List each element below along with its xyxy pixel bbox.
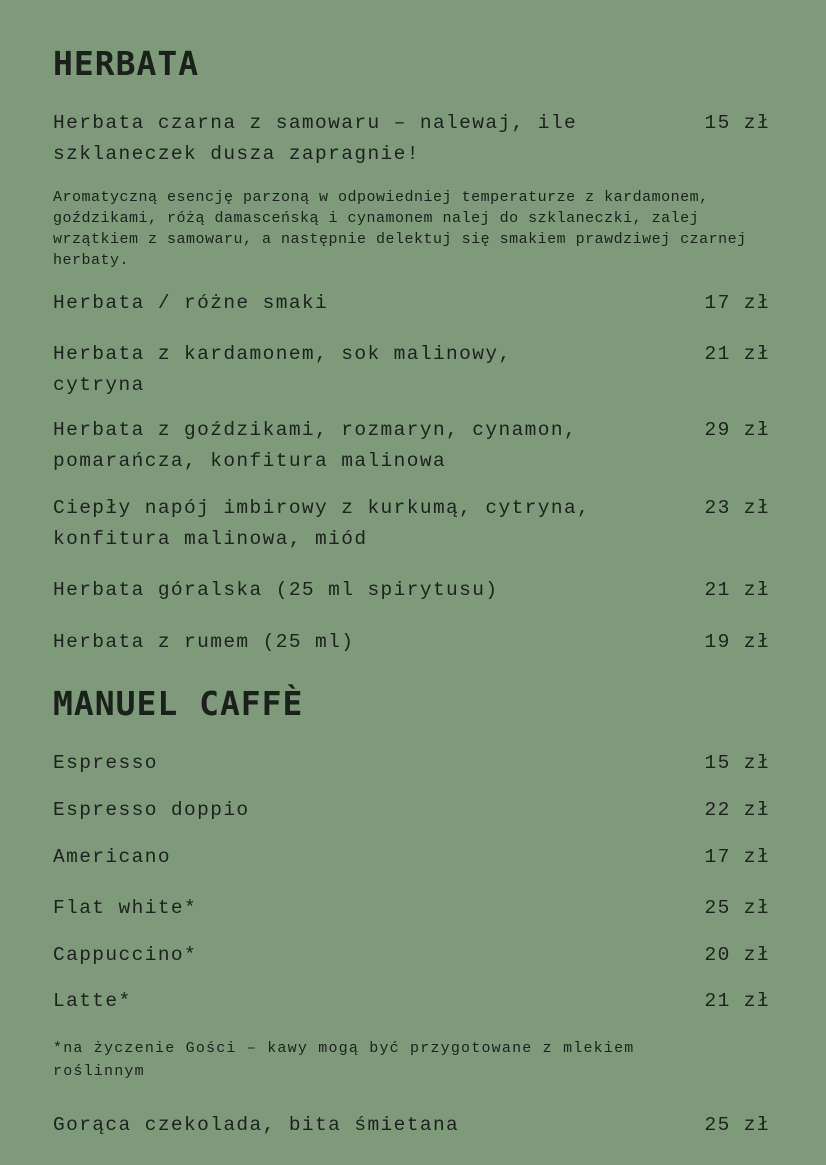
menu-item (53, 493, 770, 555)
item-price: 21 zł (704, 343, 770, 365)
item-price: 17 zł (704, 292, 770, 314)
item-description: Aromatyczną esencję parzoną w odpowiedniej temperaturze z kardamonem, goździkami, różą damasceńską i cynamonem nalej do szklaneczki, zalej wrzątkiem z samowaru, a następnie delektuj się smakiem prawdziwej czarnej herbaty. (53, 189, 747, 269)
item-price: 19 zł (704, 631, 770, 653)
menu-item (53, 940, 770, 971)
menu-item (53, 986, 770, 1017)
item-name: Herbata z kardamonem, sok malinowy, cytryna (53, 343, 512, 396)
menu-item (53, 893, 770, 924)
item-name: Cappuccino* (53, 944, 198, 966)
menu-item (53, 415, 770, 477)
item-price: 20 zł (704, 944, 770, 966)
item-price: 25 zł (704, 1114, 770, 1136)
menu-item (53, 627, 770, 658)
item-price: 17 zł (704, 846, 770, 868)
plant-milk-note: *na życzenie Gości – kawy mogą być przygotowane z mlekiem roślinnym (53, 1040, 635, 1080)
item-name: Herbata góralska (25 ml spirytusu) (53, 579, 499, 601)
item-name: Herbata / różne smaki (53, 292, 329, 314)
item-name: Espresso (53, 752, 158, 774)
item-price: 15 zł (704, 752, 770, 774)
item-name: Herbata z goździkami, rozmaryn, cynamon, pomarańcza, konfitura malinowa (53, 419, 578, 472)
menu-item-samowar-tea (53, 108, 770, 170)
item-price: 21 zł (704, 579, 770, 601)
item-name: Flat white* (53, 897, 198, 919)
item-name: Americano (53, 846, 171, 868)
section-title-caffe: MANUEL CAFFÈ (53, 684, 304, 723)
item-price: 22 zł (704, 799, 770, 821)
menu-item-hot-chocolate (53, 1110, 770, 1141)
menu-item (53, 795, 770, 826)
item-name: Herbata z rumem (25 ml) (53, 631, 355, 653)
item-price: 25 zł (704, 897, 770, 919)
item-name: Ciepły napój imbirowy z kurkumą, cytryna, konfitura malinowa, miód (53, 497, 591, 550)
menu-item (53, 575, 770, 606)
item-name: Latte* (53, 990, 132, 1012)
menu-item (53, 339, 770, 401)
menu-item (53, 288, 770, 319)
item-price: 23 zł (704, 497, 770, 519)
menu-item (53, 842, 770, 873)
item-price: 29 zł (704, 419, 770, 441)
item-price: 15 zł (704, 112, 770, 134)
item-name: Gorąca czekolada, bita śmietana (53, 1114, 460, 1136)
item-name: Herbata czarna z samowaru – nalewaj, ile szklaneczek dusza zapragnie! (53, 112, 578, 165)
item-name: Espresso doppio (53, 799, 250, 821)
menu-item (53, 748, 770, 779)
item-price: 21 zł (704, 990, 770, 1012)
section-title-herbata: HERBATA (53, 44, 200, 83)
